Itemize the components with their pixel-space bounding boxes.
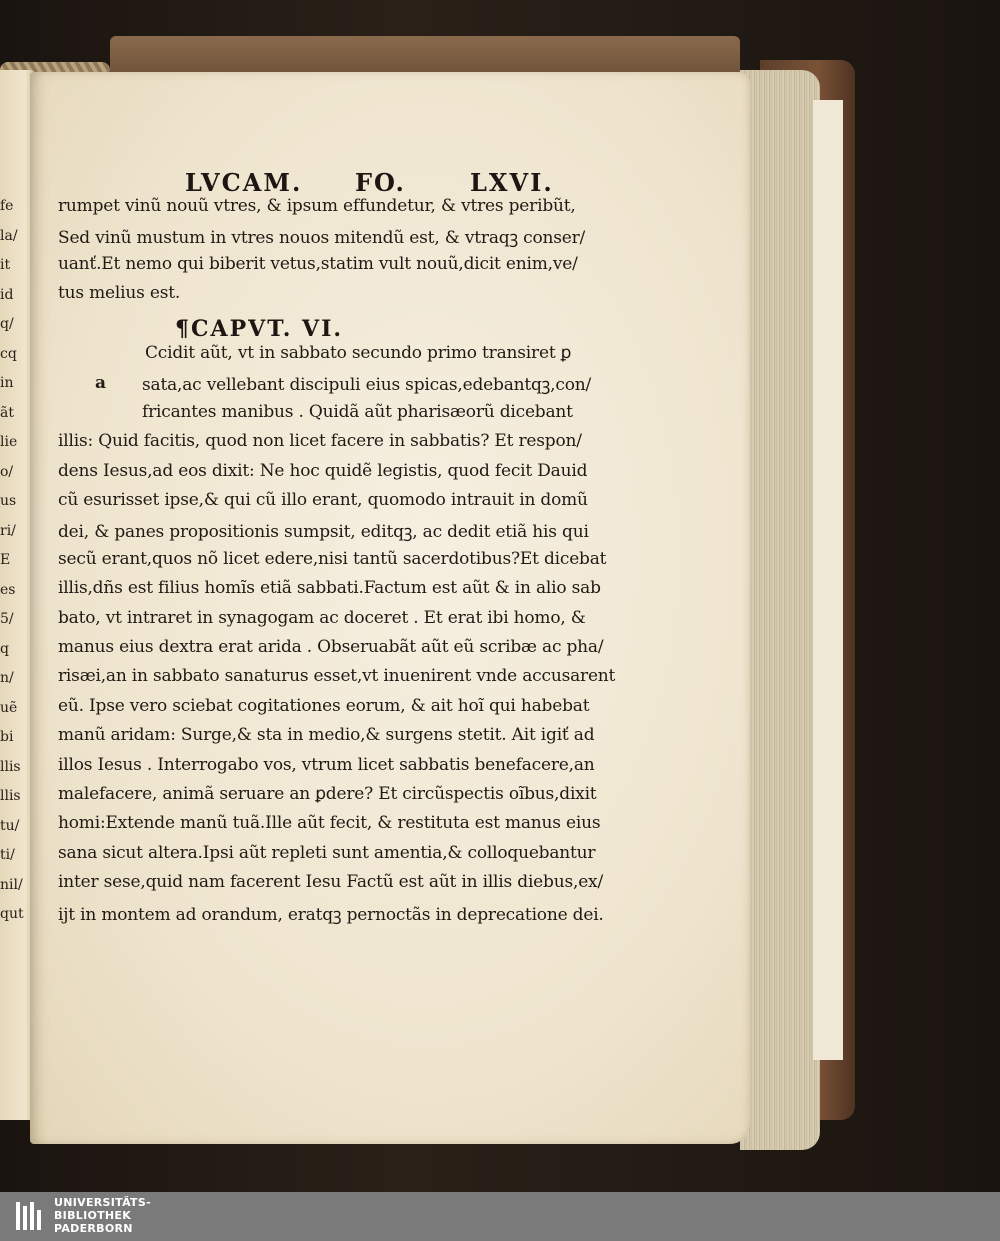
text-line: rumpet vinũ nouũ vtres, & ipsum effundetur, & vtres peribũt, [58,196,576,216]
library-name-line-3: PADERBORN [54,1222,133,1235]
left-page-fragment: o/ [0,463,14,480]
text-line: dens Iesus,ad eos dixit: Ne hoc quidẽ legistis, quod fecit Dauid [58,460,588,481]
text-line: secũ erant,quos nõ licet edere,nisi tantũ sacerdotibus?Et dicebat [58,548,607,569]
header-folio-label: FO. [355,168,406,197]
text-line: Ccidit aũt, vt in sabbato secundo primo transiret ꝑ [145,343,572,363]
header-folio-number: LXVI. [470,168,554,197]
left-page-fragment: fe [0,198,14,214]
text-line: uanť.Et nemo qui biberit vetus,statim vult nouũ,dicit enim,ve/ [58,254,578,274]
text-line: dei, & panes propositionis sumpsit, editqꝫ, ac dedit etiã his qui [58,522,589,543]
left-page-fragment: n/ [0,670,14,686]
library-name-line-1: UNIVERSITÄTS- [54,1196,151,1209]
book-cover-top [110,36,740,76]
left-page-fragment: la/ [0,227,18,244]
page-fore-edge [740,70,820,1150]
library-name-line-2: BIBLIOTHEK [54,1209,132,1222]
library-logo-icon [14,1200,44,1232]
text-line: manus eius dextra erat arida . Obseruabãt aũt eũ scribæ ac pha/ [58,637,604,657]
left-page-fragment: ti/ [0,847,15,863]
left-page-fragment: ãt [0,404,14,421]
footer-bar [0,1192,1000,1241]
left-page-fragment: us [0,493,17,509]
text-line: manũ aridam: Surge,& sta in medio,& surgens stetit. Ait igiť ad [58,725,595,746]
left-page-fragment: tu/ [0,817,20,834]
left-page-fragment: nil/ [0,876,23,893]
text-line: risæi,an in sabbato sanaturus esset,vt inuenirent vnde accusarent [58,666,616,687]
left-page-fragment: ri/ [0,522,16,539]
left-page-fragment: llis [0,788,21,804]
text-line: sata,ac vellebant discipuli eius spicas,edebantqꝫ,con/ [142,375,592,396]
text-line: cũ esurisset ipse,& qui cũ illo erant, quomodo intrauit in domũ [58,490,588,510]
left-page-fragment: es [0,581,16,598]
inserted-slip [812,100,843,1060]
left-page-fragment: id [0,286,14,303]
left-page-fragment: in [0,375,14,391]
left-page-fragment: uẽ [0,699,18,716]
left-page-fragment: bi [0,729,14,745]
text-line: tus melius est. [58,283,181,303]
chapter-heading: ¶CAPVT. VI. [175,316,344,342]
left-page-fragment: E [0,552,11,568]
left-page-fragment: qut [0,906,24,922]
left-page-fragment: q/ [0,316,14,332]
text-line: ijt in montem ad orandum, eratqꝫ pernoctãs in deprecatione dei. [58,904,604,925]
text-line: Sed vinũ mustum in vtres nouos mitendũ est, & vtraqꝫ conser/ [58,228,586,248]
text-line: malefacere, animã seruare an ꝑdere? Et circũspectis oĩbus,dixit [58,784,597,804]
left-page-fragment: lie [0,434,18,450]
library-name [54,1196,151,1235]
text-line: illis,dñs est filius homĩs etiã sabbati.Factum est aũt & in alio sab [58,578,601,599]
text-line: sana sicut altera.Ipsi aũt repleti sunt amentia,& colloquebantur [58,842,596,863]
text-line: homi:Extende manũ tuã.Ille aũt fecit, & restituta est manus eius [58,813,601,834]
left-page-fragment: it [0,257,11,273]
text-line: inter sese,quid nam facerent Iesu Factũ est aũt in illis diebus,ex/ [58,872,603,893]
text-line: eũ. Ipse vero sciebat cogitationes eorum, & ait hoĩ qui habebat [58,695,590,716]
text-line: bato, vt intraret in synagogam ac doceret . Et erat ibi homo, & [58,607,586,628]
margin-note: a [95,373,107,393]
text-line: fricantes manibus . Quidã aũt pharisæorũ dicebant [142,401,573,422]
left-page-fragment: 5/ [0,611,14,627]
header-book: LVCAM. [185,168,303,197]
left-page-fragment: llis [0,758,21,775]
left-page-fragment: q [0,640,9,657]
text-line: illos Iesus . Interrogabo vos, vtrum licet sabbatis benefacere,an [58,754,595,775]
text-line: illis: Quid facitis, quod non licet facere in sabbatis? Et respon/ [58,431,582,452]
left-page-fragment: cq [0,345,17,362]
